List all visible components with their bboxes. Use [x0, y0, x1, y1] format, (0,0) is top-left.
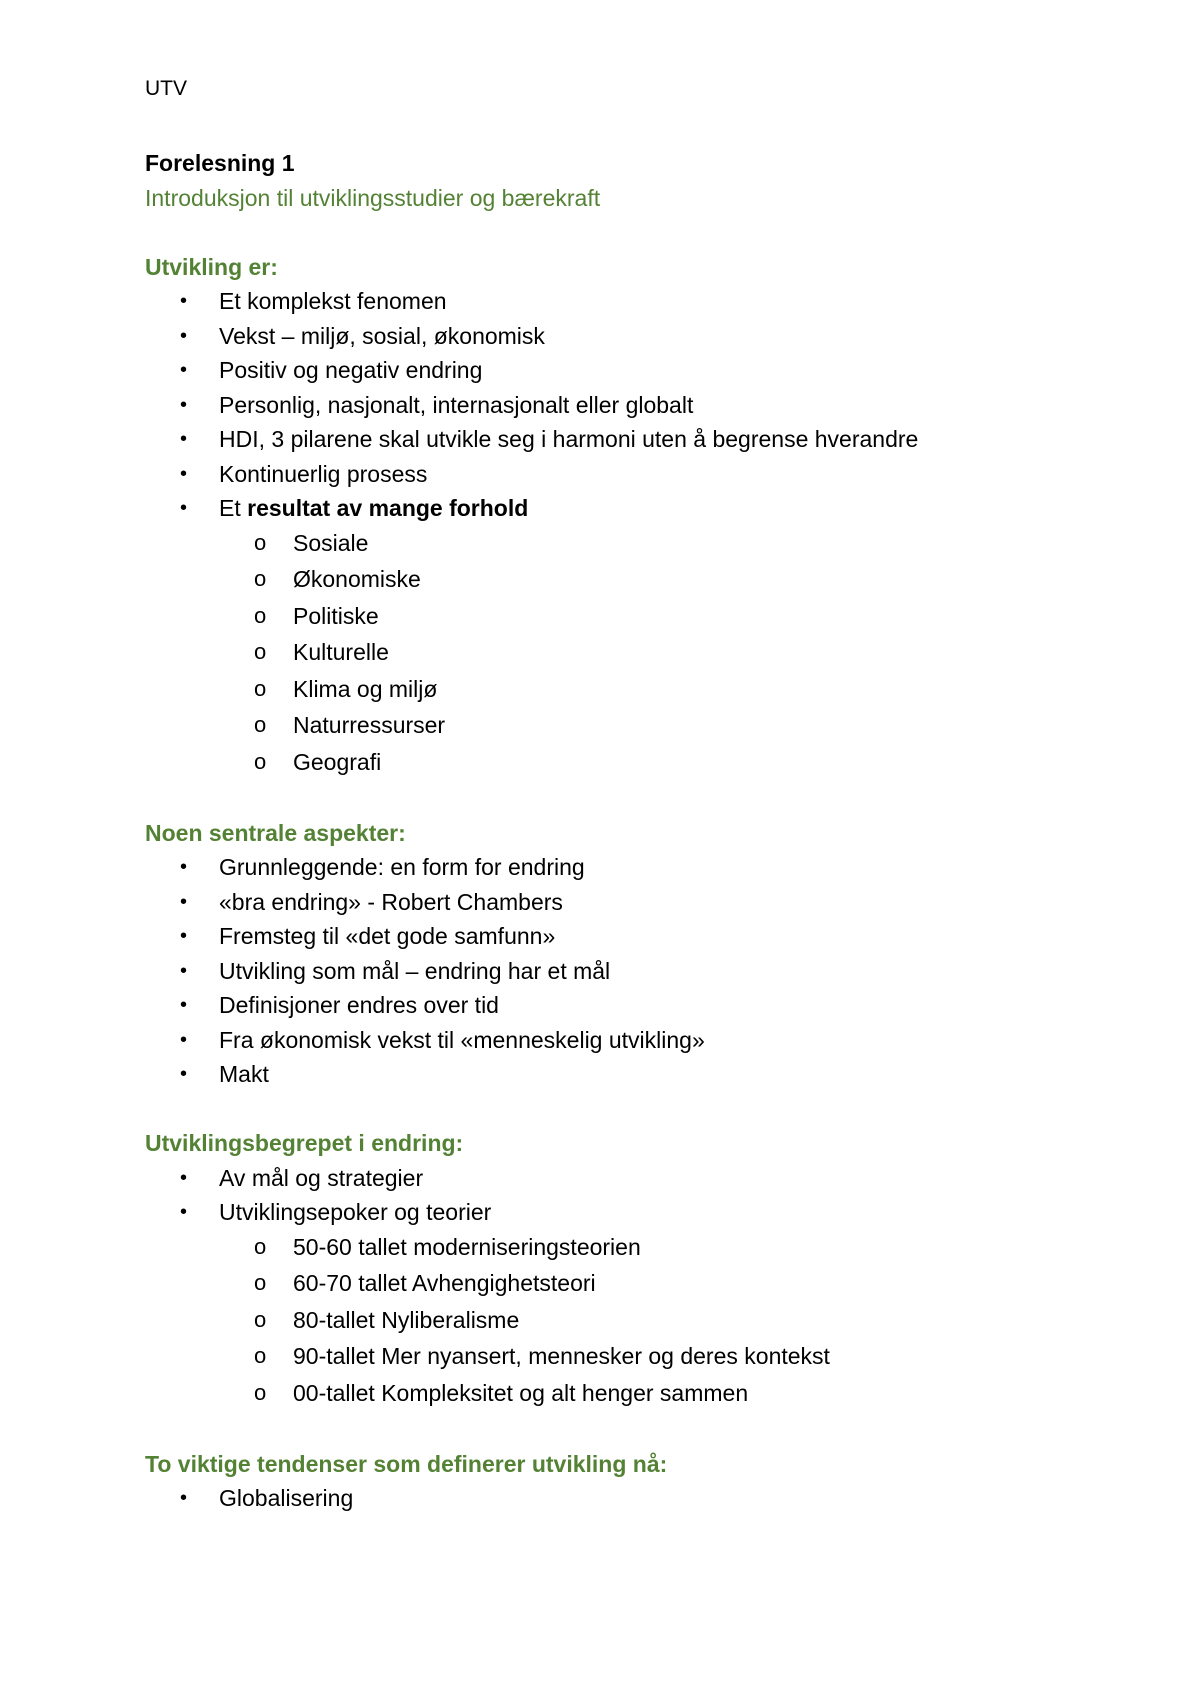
circle-bullet-icon: o — [254, 748, 267, 774]
list-item: • Globalisering — [145, 1481, 1120, 1516]
section-list-utviklingsbegrepet — [145, 1161, 1120, 1230]
sub-list-item: o Politiske — [219, 599, 1120, 636]
bullet-icon: • — [180, 925, 188, 947]
list-item: • Grunnleggende: en form for endring — [145, 850, 1120, 885]
section-list-sentrale-aspekter — [145, 850, 1120, 1092]
bullet-icon: • — [180, 1487, 188, 1509]
bullet-icon: • — [180, 856, 188, 878]
bullet-icon: • — [180, 959, 188, 982]
list-item: • Fra økonomisk vekst til «menneskelig utvikling» — [145, 1023, 1120, 1058]
sub-list-item: o Kulturelle — [219, 635, 1120, 672]
bullet-icon: • — [180, 428, 188, 450]
bullet-icon: • — [180, 890, 188, 913]
sub-list-item: o 80-tallet Nyliberalisme — [219, 1303, 1120, 1340]
bullet-icon: • — [180, 290, 188, 312]
circle-bullet-icon: o — [254, 1379, 267, 1405]
list-item: • Et resultat av mange forhold — [145, 491, 1120, 526]
list-item: • Utvikling som mål – endring har et mål — [145, 954, 1120, 989]
bullet-icon: • — [180, 1028, 188, 1051]
circle-bullet-icon: o — [254, 712, 267, 737]
sub-list-item: o 00-tallet Kompleksitet og alt henger sammen — [219, 1376, 1120, 1413]
list-item: • «bra endring» - Robert Chambers — [145, 885, 1120, 920]
bullet-icon: • — [180, 497, 188, 519]
sub-list-item: o Klima og miljø — [219, 672, 1120, 709]
bullet-icon: • — [180, 393, 188, 416]
circle-bullet-icon: o — [254, 1343, 267, 1368]
circle-bullet-icon: o — [254, 639, 267, 664]
sub-list-item: o 60-70 tallet Avhengighetsteori — [219, 1266, 1120, 1303]
sub-list-item: o Naturressurser — [219, 708, 1120, 745]
list-item: • Positiv og negativ endring — [145, 353, 1120, 388]
list-item: • Definisjoner endres over tid — [145, 988, 1120, 1023]
list-item: • Fremsteg til «det gode samfunn» — [145, 919, 1120, 954]
bullet-icon: • — [180, 1166, 188, 1189]
lecture-subtitle: Introduksjon til utviklingsstudier og bærekraft — [145, 184, 601, 211]
list-item: • Vekst – miljø, sosial, økonomisk — [145, 319, 1120, 354]
section-heading-tendenser: To viktige tendenser som definerer utvikling nå: — [145, 1450, 668, 1477]
section-list-tendenser — [145, 1481, 1120, 1516]
sub-list-item: o 50-60 tallet moderniseringsteorien — [219, 1230, 1120, 1267]
sublist-epoker — [145, 1230, 1120, 1413]
bullet-icon: • — [180, 462, 188, 485]
circle-bullet-icon: o — [254, 675, 267, 701]
list-item: • Et komplekst fenomen — [145, 284, 1120, 319]
circle-bullet-icon: o — [254, 602, 267, 628]
section-heading-utvikling-er: Utvikling er: — [145, 253, 278, 280]
list-item: • HDI, 3 pilarene skal utvikle seg i harmoni uten å begrense hverandre — [145, 422, 1120, 457]
list-item: • Makt — [145, 1057, 1120, 1092]
circle-bullet-icon: o — [254, 1233, 267, 1259]
bullet-icon: • — [180, 1201, 188, 1223]
section-heading-utviklingsbegrepet: Utviklingsbegrepet i endring: — [145, 1130, 464, 1156]
document-header: UTV — [145, 77, 187, 100]
list-item: • Kontinuerlig prosess — [145, 457, 1120, 492]
circle-bullet-icon: o — [254, 566, 267, 591]
list-item: • Personlig, nasjonalt, internasjonalt eller globalt — [145, 388, 1120, 423]
sublist-forhold — [145, 526, 1120, 782]
circle-bullet-icon: o — [254, 529, 267, 555]
list-item: • Utviklingsepoker og teorier — [145, 1195, 1120, 1230]
bullet-icon: • — [180, 359, 188, 381]
sub-list-item: o Sosiale — [219, 526, 1120, 563]
circle-bullet-icon: o — [254, 1306, 267, 1332]
section-list-utvikling-er — [145, 284, 1120, 526]
section-heading-sentrale-aspekter: Noen sentrale aspekter: — [145, 819, 406, 846]
circle-bullet-icon: o — [254, 1270, 267, 1295]
bullet-icon: • — [180, 1063, 188, 1085]
sub-list-item: o Geografi — [219, 745, 1120, 782]
bold-text: resultat av mange forhold — [247, 495, 529, 521]
lecture-title: Forelesning 1 — [145, 150, 295, 176]
bullet-icon: • — [180, 324, 188, 347]
bullet-icon: • — [180, 994, 188, 1016]
sub-list-item: o 90-tallet Mer nyansert, mennesker og deres kontekst — [219, 1339, 1120, 1376]
list-item: • Av mål og strategier — [145, 1161, 1120, 1196]
sub-list-item: o Økonomiske — [219, 562, 1120, 599]
